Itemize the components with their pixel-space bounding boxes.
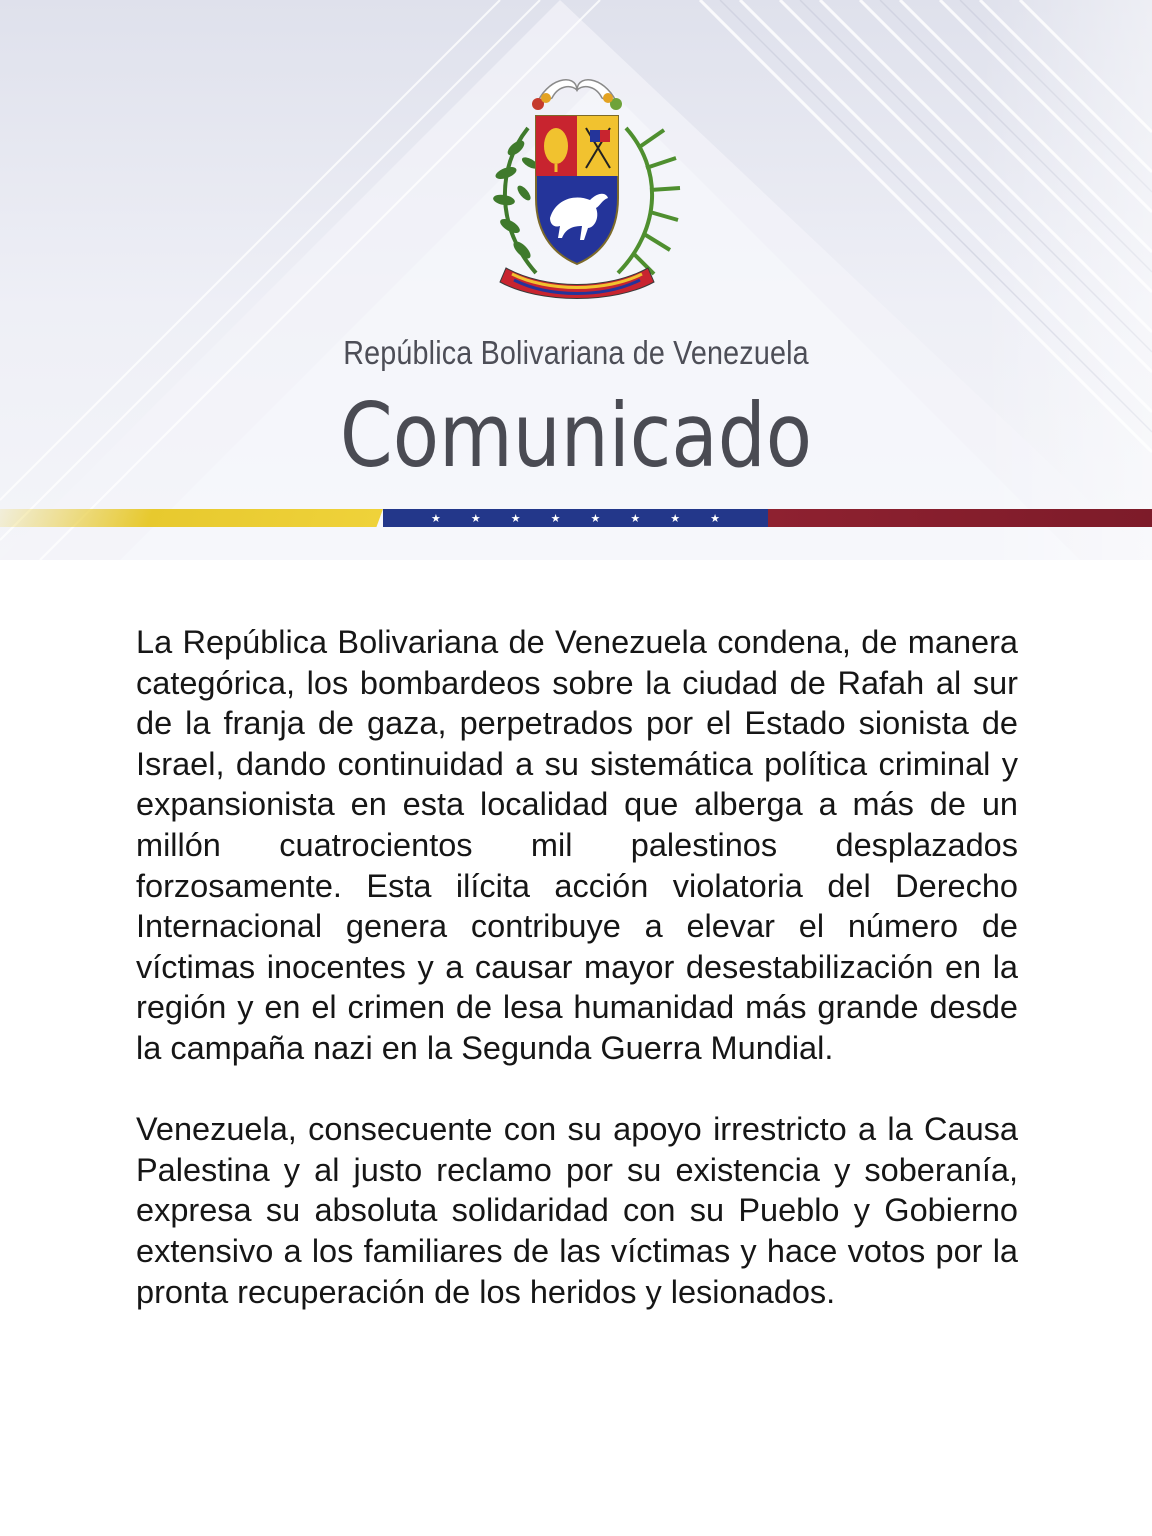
star-icon: ★ [431,512,441,525]
star-icon: ★ [510,512,521,525]
star-icon: ★ [630,512,641,525]
paragraph: Venezuela, consecuente con su apoyo irrestricto a la Causa Palestina y al justo reclamo por su existencia y soberanía, expresa su absoluta solidaridad con su Pueblo y Gobierno extensivo a los familiares de las víctimas y hace votos por la pronta recuperación de los heridos y lesionados. [136,1111,1018,1310]
flag-stripe-yellow [0,509,383,527]
star-icon: ★ [470,512,481,525]
flag-stripe-blue [383,509,768,527]
star-icon: ★ [710,512,720,525]
flag-stripe [0,509,1152,527]
star-icon: ★ [670,512,681,525]
page-title: Comunicado [339,384,813,487]
star-icon: ★ [550,512,561,525]
paragraph: La República Bolivariana de Venezuela condena, de manera categórica, los bombardeos sobre la ciudad de Rafah al sur de la franja de gaza, perpetrados por el Estado sionista de Israel, dando continuidad a su sistemática política criminal y expansionista en esta localidad que alberga a más de un millón cuatrocientos mil palestinos desplazados forzosamente. Esta ilícita acción violatoria del Derecho Internacional genera contribuye a elevar el número de víctimas inocentes y a causar mayor desestabilización en la región y en el crimen de lesa humanidad más grande desde la campaña nazi en la Segunda Guerra Mundial. [136,624,1018,1066]
communique-body [136,622,1018,1312]
republic-name: República Bolivariana de Venezuela [343,334,809,371]
header-banner [0,0,1152,560]
star-icon: ★ [590,512,601,525]
coat-of-arms-icon [466,68,688,308]
flag-stripe-red [768,509,1152,527]
